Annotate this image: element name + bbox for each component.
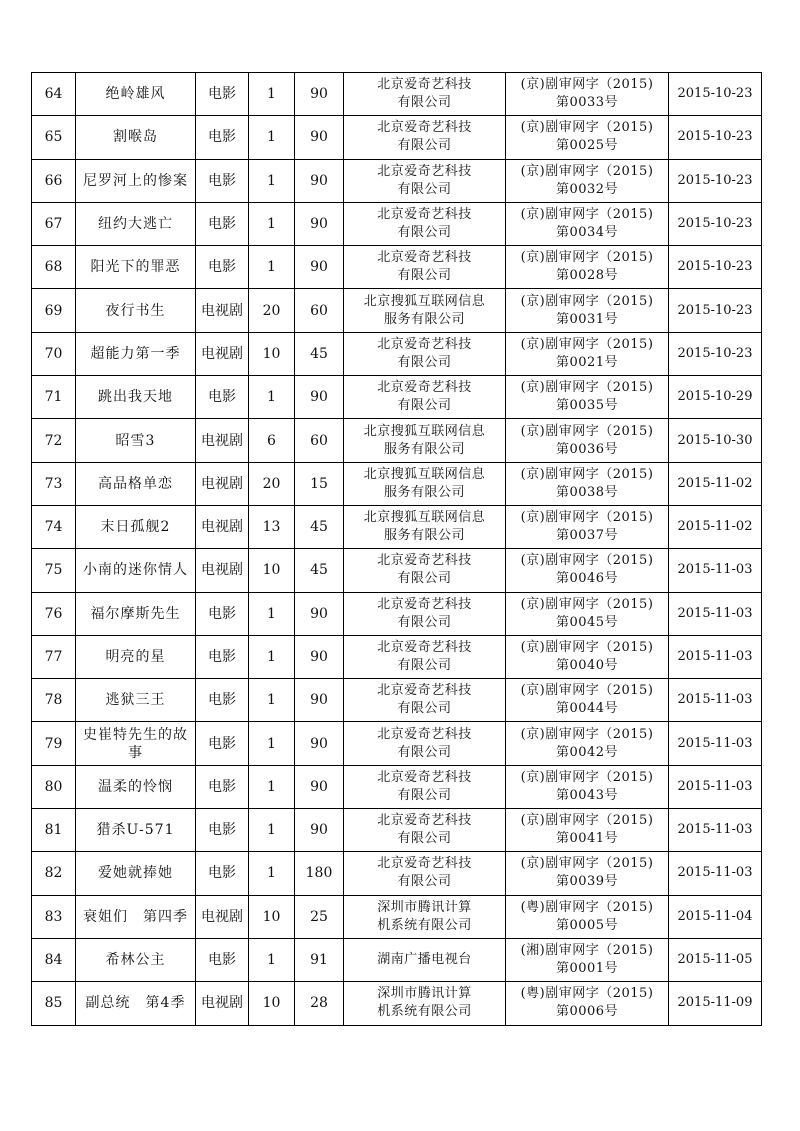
license-number-line: (京)剧审网字（2015) [520,293,654,309]
registration-date: 2015-10-23 [669,246,762,289]
company-name-line: 有限公司 [397,268,452,284]
company-name-line: 有限公司 [397,874,452,890]
company-name-line: 服务有限公司 [383,484,465,500]
company-name-line: 有限公司 [397,614,452,630]
license-number-line: 第0006号 [555,1004,619,1020]
program-title: 超能力第一季 [76,332,196,375]
table-row [32,73,762,116]
registration-date: 2015-10-23 [669,289,762,332]
table-row [32,246,762,289]
company-name-line: 北京爱奇艺科技 [377,77,472,93]
company-name-line: 北京爱奇艺科技 [377,726,472,742]
row-number: 67 [32,202,76,245]
license-number [506,722,669,765]
row-number: 83 [32,895,76,938]
table-row [32,635,762,678]
program-type: 电影 [196,809,249,852]
registration-date: 2015-11-03 [669,679,762,722]
license-number-line: 第0046号 [555,571,619,587]
company-name [344,73,506,116]
episode-minutes: 45 [295,549,344,592]
registration-date: 2015-11-03 [669,549,762,592]
license-number [506,116,669,159]
table-row [32,592,762,635]
program-type: 电影 [196,116,249,159]
license-number-line: 第0037号 [555,528,619,544]
row-number: 85 [32,982,76,1025]
license-number-line: 第0032号 [555,181,619,197]
license-number-line: (湘)剧审网字（2015) [520,943,654,959]
company-name-line: 服务有限公司 [383,311,465,327]
episode-count: 20 [249,289,295,332]
company-name-line: 有限公司 [397,658,452,673]
table-row [32,202,762,245]
company-name-line: 北京爱奇艺科技 [377,207,472,223]
program-type: 电影 [196,852,249,895]
table-row [32,376,762,419]
company-name [344,246,506,289]
registration-date: 2015-11-03 [669,635,762,678]
row-number: 80 [32,765,76,808]
episode-minutes: 90 [295,73,344,116]
program-type: 电视剧 [196,895,249,938]
episode-count: 1 [249,592,295,635]
program-type: 电影 [196,73,249,116]
table-row [32,938,762,981]
program-title: 温柔的怜悯 [76,765,196,808]
row-number: 73 [32,462,76,505]
table-row [32,895,762,938]
license-number-line: (京)剧审网字（2015) [520,466,654,482]
company-name [344,505,506,548]
company-name-line: 服务有限公司 [383,528,465,544]
episode-minutes: 90 [295,246,344,289]
table-row [32,722,762,765]
company-name-line: 北京爱奇艺科技 [377,596,472,612]
license-number-line: (京)剧审网字（2015) [520,423,654,439]
episode-count: 13 [249,505,295,548]
episode-count: 1 [249,852,295,895]
license-number-line: 第0040号 [555,658,619,673]
license-number-line: 第0031号 [555,311,619,327]
license-number-line: 第0028号 [555,268,619,284]
program-title: 绝岭雄风 [76,73,196,116]
episode-count: 1 [249,73,295,116]
company-name [344,549,506,592]
registration-date: 2015-11-05 [669,938,762,981]
table-body [32,73,762,1026]
license-number-line: (京)剧审网字（2015) [520,120,654,136]
row-number: 75 [32,549,76,592]
license-number-line: (京)剧审网字（2015) [520,813,654,829]
table-row [32,505,762,548]
episode-minutes: 91 [295,938,344,981]
episode-count: 10 [249,332,295,375]
program-title: 副总统 第4季 [76,982,196,1025]
company-name [344,635,506,678]
company-name-line: 深圳市腾讯计算 [377,899,472,915]
registration-date: 2015-11-09 [669,982,762,1025]
license-number [506,419,669,462]
license-number-line: 第0035号 [555,398,619,414]
program-type: 电视剧 [196,419,249,462]
program-type: 电影 [196,765,249,808]
license-number-line: 第0025号 [555,138,619,154]
episode-minutes: 90 [295,679,344,722]
table-row [32,852,762,895]
program-title: 尼罗河上的惨案 [76,159,196,202]
program-type: 电影 [196,722,249,765]
company-name-line: 北京爱奇艺科技 [377,553,472,569]
program-title: 明亮的星 [76,635,196,678]
episode-minutes: 90 [295,376,344,419]
table-row [32,982,762,1025]
company-name-line: 有限公司 [397,831,452,847]
license-number-line: (粤)剧审网字（2015) [520,899,654,915]
company-name-line: 北京搜狐互联网信息 [363,293,486,309]
company-name-line: 有限公司 [397,95,452,111]
row-number: 72 [32,419,76,462]
registration-date: 2015-11-03 [669,592,762,635]
license-number-line: (粤)剧审网字（2015) [520,986,654,1002]
program-type: 电影 [196,376,249,419]
company-name-line: 有限公司 [397,787,452,803]
license-number [506,159,669,202]
table-row [32,549,762,592]
program-title: 福尔摩斯先生 [76,592,196,635]
license-number-line: (京)剧审网字（2015) [520,856,654,872]
episode-count: 1 [249,159,295,202]
company-name [344,289,506,332]
registration-date: 2015-11-04 [669,895,762,938]
license-number-line: 第0038号 [555,484,619,500]
company-name-line: 湖南广播电视台 [377,952,472,968]
table-row [32,332,762,375]
license-number-line: 第0005号 [555,917,619,933]
license-number-line: (京)剧审网字（2015) [520,596,654,612]
episode-minutes: 15 [295,462,344,505]
episode-minutes: 90 [295,809,344,852]
license-number [506,592,669,635]
episode-count: 1 [249,765,295,808]
company-name-line: 北京爱奇艺科技 [377,163,472,179]
company-name [344,592,506,635]
license-number-line: 第0033号 [555,95,619,111]
registration-date: 2015-11-03 [669,765,762,808]
program-type: 电视剧 [196,505,249,548]
row-number: 84 [32,938,76,981]
license-number-line: (京)剧审网字（2015) [520,553,654,569]
table-row [32,462,762,505]
company-name [344,722,506,765]
license-number [506,202,669,245]
company-name [344,376,506,419]
license-number-line: 第0036号 [555,441,619,457]
episode-count: 6 [249,419,295,462]
table-row [32,419,762,462]
program-title: 跳出我天地 [76,376,196,419]
episode-minutes: 90 [295,765,344,808]
table-row [32,809,762,852]
company-name [344,938,506,981]
row-number: 76 [32,592,76,635]
episode-count: 20 [249,462,295,505]
license-number [506,246,669,289]
license-number [506,549,669,592]
company-name [344,159,506,202]
program-title: 小南的迷你情人 [76,549,196,592]
table-row [32,765,762,808]
episode-count: 1 [249,246,295,289]
company-name-line: 有限公司 [397,181,452,197]
license-number-line: (京)剧审网字（2015) [520,380,654,396]
row-number: 79 [32,722,76,765]
license-number-line: 第0043号 [555,787,619,803]
company-name [344,765,506,808]
license-number [506,635,669,678]
episode-count: 1 [249,809,295,852]
company-name [344,852,506,895]
license-number-line: 第0044号 [555,701,619,717]
program-type: 电影 [196,202,249,245]
registration-date: 2015-10-23 [669,332,762,375]
registration-date: 2015-11-03 [669,722,762,765]
company-name-line: 北京搜狐互联网信息 [363,423,486,439]
license-number [506,982,669,1025]
company-name-line: 深圳市腾讯计算 [377,986,472,1002]
license-number-line: 第0021号 [555,354,619,370]
company-name-line: 北京爱奇艺科技 [377,120,472,136]
episode-minutes: 90 [295,722,344,765]
company-name [344,419,506,462]
company-name [344,202,506,245]
episode-minutes: 90 [295,159,344,202]
table-row [32,159,762,202]
license-number-line: (京)剧审网字（2015) [520,77,654,93]
episode-minutes: 45 [295,505,344,548]
company-name-line: 北京爱奇艺科技 [377,250,472,266]
license-number-line: 第0034号 [555,225,619,241]
license-number-line: 第0042号 [555,744,619,760]
episode-minutes: 45 [295,332,344,375]
company-name-line: 北京爱奇艺科技 [377,336,472,352]
row-number: 64 [32,73,76,116]
episode-count: 1 [249,679,295,722]
program-type: 电影 [196,938,249,981]
company-name-line: 有限公司 [397,398,452,414]
program-title: 高品格单恋 [76,462,196,505]
episode-minutes: 60 [295,289,344,332]
table-row [32,289,762,332]
company-name-line: 有限公司 [397,225,452,241]
episode-minutes: 180 [295,852,344,895]
company-name-line: 北京爱奇艺科技 [377,813,472,829]
episode-minutes: 28 [295,982,344,1025]
row-number: 68 [32,246,76,289]
episode-minutes: 90 [295,202,344,245]
episode-count: 10 [249,895,295,938]
program-title: 阳光下的罪恶 [76,246,196,289]
program-title: 纽约大逃亡 [76,202,196,245]
registration-date: 2015-11-02 [669,505,762,548]
row-number: 69 [32,289,76,332]
company-name-line: 有限公司 [397,138,452,154]
company-name-line: 北京爱奇艺科技 [377,683,472,699]
license-number [506,938,669,981]
program-title: 史崔特先生的故事 [76,722,196,765]
license-number-line: (京)剧审网字（2015) [520,769,654,785]
license-number-line: (京)剧审网字（2015) [520,250,654,266]
registration-date: 2015-11-03 [669,852,762,895]
company-name [344,462,506,505]
company-name-line: 有限公司 [397,571,452,587]
company-name-line: 北京搜狐互联网信息 [363,510,486,526]
registration-date: 2015-10-23 [669,202,762,245]
program-type: 电影 [196,679,249,722]
license-number [506,462,669,505]
license-number-line: 第0045号 [555,614,619,630]
row-number: 77 [32,635,76,678]
license-number [506,895,669,938]
episode-count: 1 [249,376,295,419]
company-name-line: 服务有限公司 [383,441,465,457]
row-number: 66 [32,159,76,202]
program-title: 猎杀U-571 [76,809,196,852]
company-name-line: 北京爱奇艺科技 [377,856,472,872]
table-row [32,679,762,722]
company-name-line: 有限公司 [397,354,452,370]
episode-count: 1 [249,635,295,678]
row-number: 81 [32,809,76,852]
registration-date: 2015-11-02 [669,462,762,505]
program-type: 电视剧 [196,982,249,1025]
company-name [344,679,506,722]
license-number-line: (京)剧审网字（2015) [520,726,654,742]
program-title: 衰姐们 第四季 [76,895,196,938]
episode-minutes: 60 [295,419,344,462]
license-number-line: 第0039号 [555,874,619,890]
row-number: 82 [32,852,76,895]
program-title: 希林公主 [76,938,196,981]
episode-minutes: 25 [295,895,344,938]
company-name-line: 北京爱奇艺科技 [377,769,472,785]
license-number-line: 第0001号 [555,961,619,977]
row-number: 78 [32,679,76,722]
license-number-line: (京)剧审网字（2015) [520,510,654,526]
program-type: 电视剧 [196,289,249,332]
registration-date: 2015-10-23 [669,73,762,116]
program-type: 电视剧 [196,332,249,375]
registration-date: 2015-10-29 [669,376,762,419]
registration-date: 2015-10-30 [669,419,762,462]
license-number-line: 第0041号 [555,831,619,847]
program-title: 割喉岛 [76,116,196,159]
company-name [344,895,506,938]
company-name-line: 机系统有限公司 [377,1004,472,1020]
license-number-line: (京)剧审网字（2015) [520,163,654,179]
episode-count: 1 [249,722,295,765]
episode-count: 1 [249,202,295,245]
license-number-line: (京)剧审网字（2015) [520,336,654,352]
company-name [344,982,506,1025]
company-name [344,332,506,375]
license-number [506,852,669,895]
license-number [506,765,669,808]
company-name-line: 北京爱奇艺科技 [377,640,472,655]
license-number [506,73,669,116]
company-name-line: 北京搜狐互联网信息 [363,466,486,482]
company-name-line: 机系统有限公司 [377,917,472,933]
license-number [506,332,669,375]
license-number [506,809,669,852]
program-type: 电影 [196,635,249,678]
table-row [32,116,762,159]
program-type: 电影 [196,159,249,202]
company-name-line: 有限公司 [397,701,452,717]
program-type: 电视剧 [196,462,249,505]
episode-count: 10 [249,982,295,1025]
row-number: 74 [32,505,76,548]
company-name [344,116,506,159]
program-type: 电视剧 [196,549,249,592]
registration-date: 2015-10-23 [669,159,762,202]
program-title: 昭雪3 [76,419,196,462]
program-title: 末日孤舰2 [76,505,196,548]
row-number: 71 [32,376,76,419]
registration-date: 2015-10-23 [669,116,762,159]
license-number-line: (京)剧审网字（2015) [520,683,654,699]
program-type: 电影 [196,246,249,289]
episode-count: 1 [249,938,295,981]
row-number: 70 [32,332,76,375]
registration-table [31,72,762,1026]
license-number-line: (京)剧审网字（2015) [520,640,654,655]
program-type: 电影 [196,592,249,635]
license-number [506,376,669,419]
episode-minutes: 90 [295,592,344,635]
company-name-line: 北京爱奇艺科技 [377,380,472,396]
program-title: 夜行书生 [76,289,196,332]
episode-minutes: 90 [295,635,344,678]
row-number: 65 [32,116,76,159]
license-number-line: (京)剧审网字（2015) [520,207,654,223]
company-name [344,809,506,852]
episode-minutes: 90 [295,116,344,159]
company-name-line: 有限公司 [397,744,452,760]
license-number [506,505,669,548]
license-number [506,289,669,332]
license-number [506,679,669,722]
episode-count: 10 [249,549,295,592]
program-title: 爱她就捧她 [76,852,196,895]
episode-count: 1 [249,116,295,159]
registration-date: 2015-11-03 [669,809,762,852]
program-title: 逃狱三王 [76,679,196,722]
